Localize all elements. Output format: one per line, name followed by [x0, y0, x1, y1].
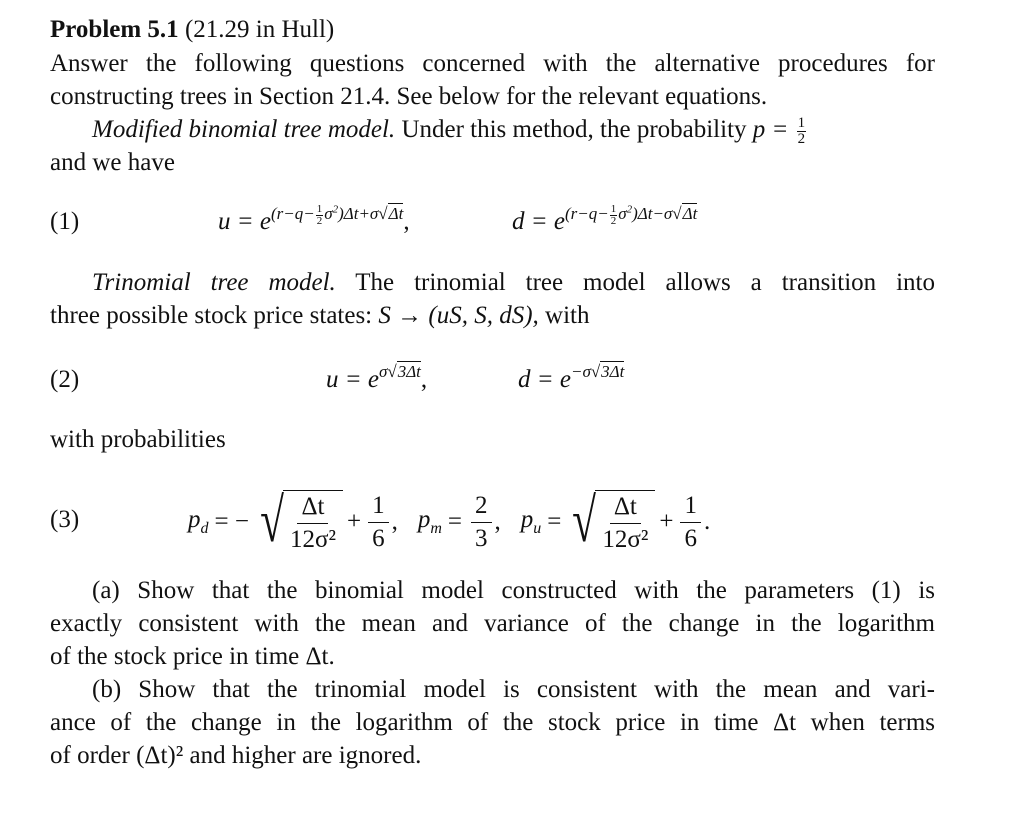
modified-model-name: Modified binomial tree model. — [92, 116, 396, 143]
pd-one-sixth: $\frac{1}{6}$ — [368, 492, 389, 553]
d-trinomial-exponent: −σ√3Δt — [570, 362, 625, 381]
modified-paragraph — [50, 114, 935, 147]
equation-1-u: $u = e^{(r-q- \frac{1}{2} \sigma^2)\Delta t+\sigma√\Delta t}$, — [218, 202, 410, 235]
pd-sqrt: √ $\frac{\Delta t}{\text{12σ²}}$ — [255, 490, 343, 554]
problem-title: Problem 5.1 — [50, 16, 179, 43]
part-a-line-2: exactly consistent with the mean and variance of the change in the logarithm — [50, 610, 935, 637]
modified-text-2: and we have — [50, 149, 175, 176]
pm-label: $p_m$ — [417, 506, 442, 537]
u-trinomial: u = e — [326, 366, 379, 393]
equation-number-3: (3) — [50, 506, 80, 533]
equation-2-u: $u = e^{\sigma√3\Delta t}$, — [326, 362, 428, 393]
stock-states: S → (uS, S, dS), — [378, 302, 539, 329]
trinomial-text-3: with — [545, 302, 590, 329]
u-trinomial-exponent: σ√3Δt — [378, 362, 421, 381]
pm-two-thirds: $\frac{2}{3}$ — [471, 492, 492, 553]
d-exponent: (r−q− 1 2 σ2)Δt−σ√Δt — [564, 202, 698, 227]
problem-source: (21.29 in Hull) — [184, 16, 335, 43]
equation-number-1: (1) — [50, 208, 80, 235]
probability-p: p = — [752, 116, 789, 143]
equation-2-d — [518, 362, 625, 394]
one-half-fraction: $\frac{1}{2}$ — [797, 114, 806, 147]
part-a-line-1: (a) Show that the binomial model constructed with the parameters (1) is — [92, 577, 935, 604]
u-definition: u = e — [218, 208, 271, 235]
probabilities-intro: with probabilities — [50, 426, 226, 453]
part-a-line-3: of the stock price in time Δt. — [50, 643, 335, 670]
intro-line-1: Answer the following questions concerned with the alternative procedures for — [50, 50, 935, 77]
d-definition: d = e — [512, 208, 565, 235]
part-b-line-2: ance of the change in the logarithm of the stock price in time Δt when terms — [50, 709, 935, 736]
trinomial-text-2: three possible stock price states: — [50, 302, 373, 329]
pd-label: $p_d$ — [188, 506, 209, 537]
pu-sqrt: √ $\frac{\Delta t}{\text{12σ²}}$ — [567, 490, 655, 554]
trinomial-text-1: The trinomial tree model allows a transition into — [355, 269, 935, 296]
trinomial-model-name: Trinomial tree model. — [92, 269, 336, 296]
equation-1-d — [512, 202, 698, 237]
problem-heading — [50, 14, 935, 46]
equation-3: $p_d$ = − √ $\frac{\Delta t}{\text{12σ²}}$ + $\frac{1}{6}$ , $p_m$ = $\frac{2}{3}$ , $p_u$ = √ $\frac{\Delta t}{\text{12σ²}}$ + $\frac{1}{6}$ . — [188, 487, 711, 555]
intro-line-2: constructing trees in Section 21.4. See below for the relevant equations. — [50, 83, 768, 110]
equation-number-2: (2) — [50, 366, 80, 393]
pu-label: $p_u$ — [520, 506, 542, 537]
pu-one-sixth: $\frac{1}{6}$ — [680, 492, 701, 553]
trinomial-line-2 — [50, 300, 935, 332]
part-b-line-1: (b) Show that the trinomial model is consistent with the mean and vari- — [92, 676, 935, 703]
modified-text: Under this method, the probability — [401, 116, 747, 143]
part-b-line-3: of order (Δt)² and higher are ignored. — [50, 742, 422, 769]
u-exponent: (r−q− 1 2 σ2)Δt+σ√Δt — [270, 202, 404, 227]
trinomial-paragraph — [50, 267, 935, 299]
d-trinomial: d = e — [518, 366, 571, 393]
